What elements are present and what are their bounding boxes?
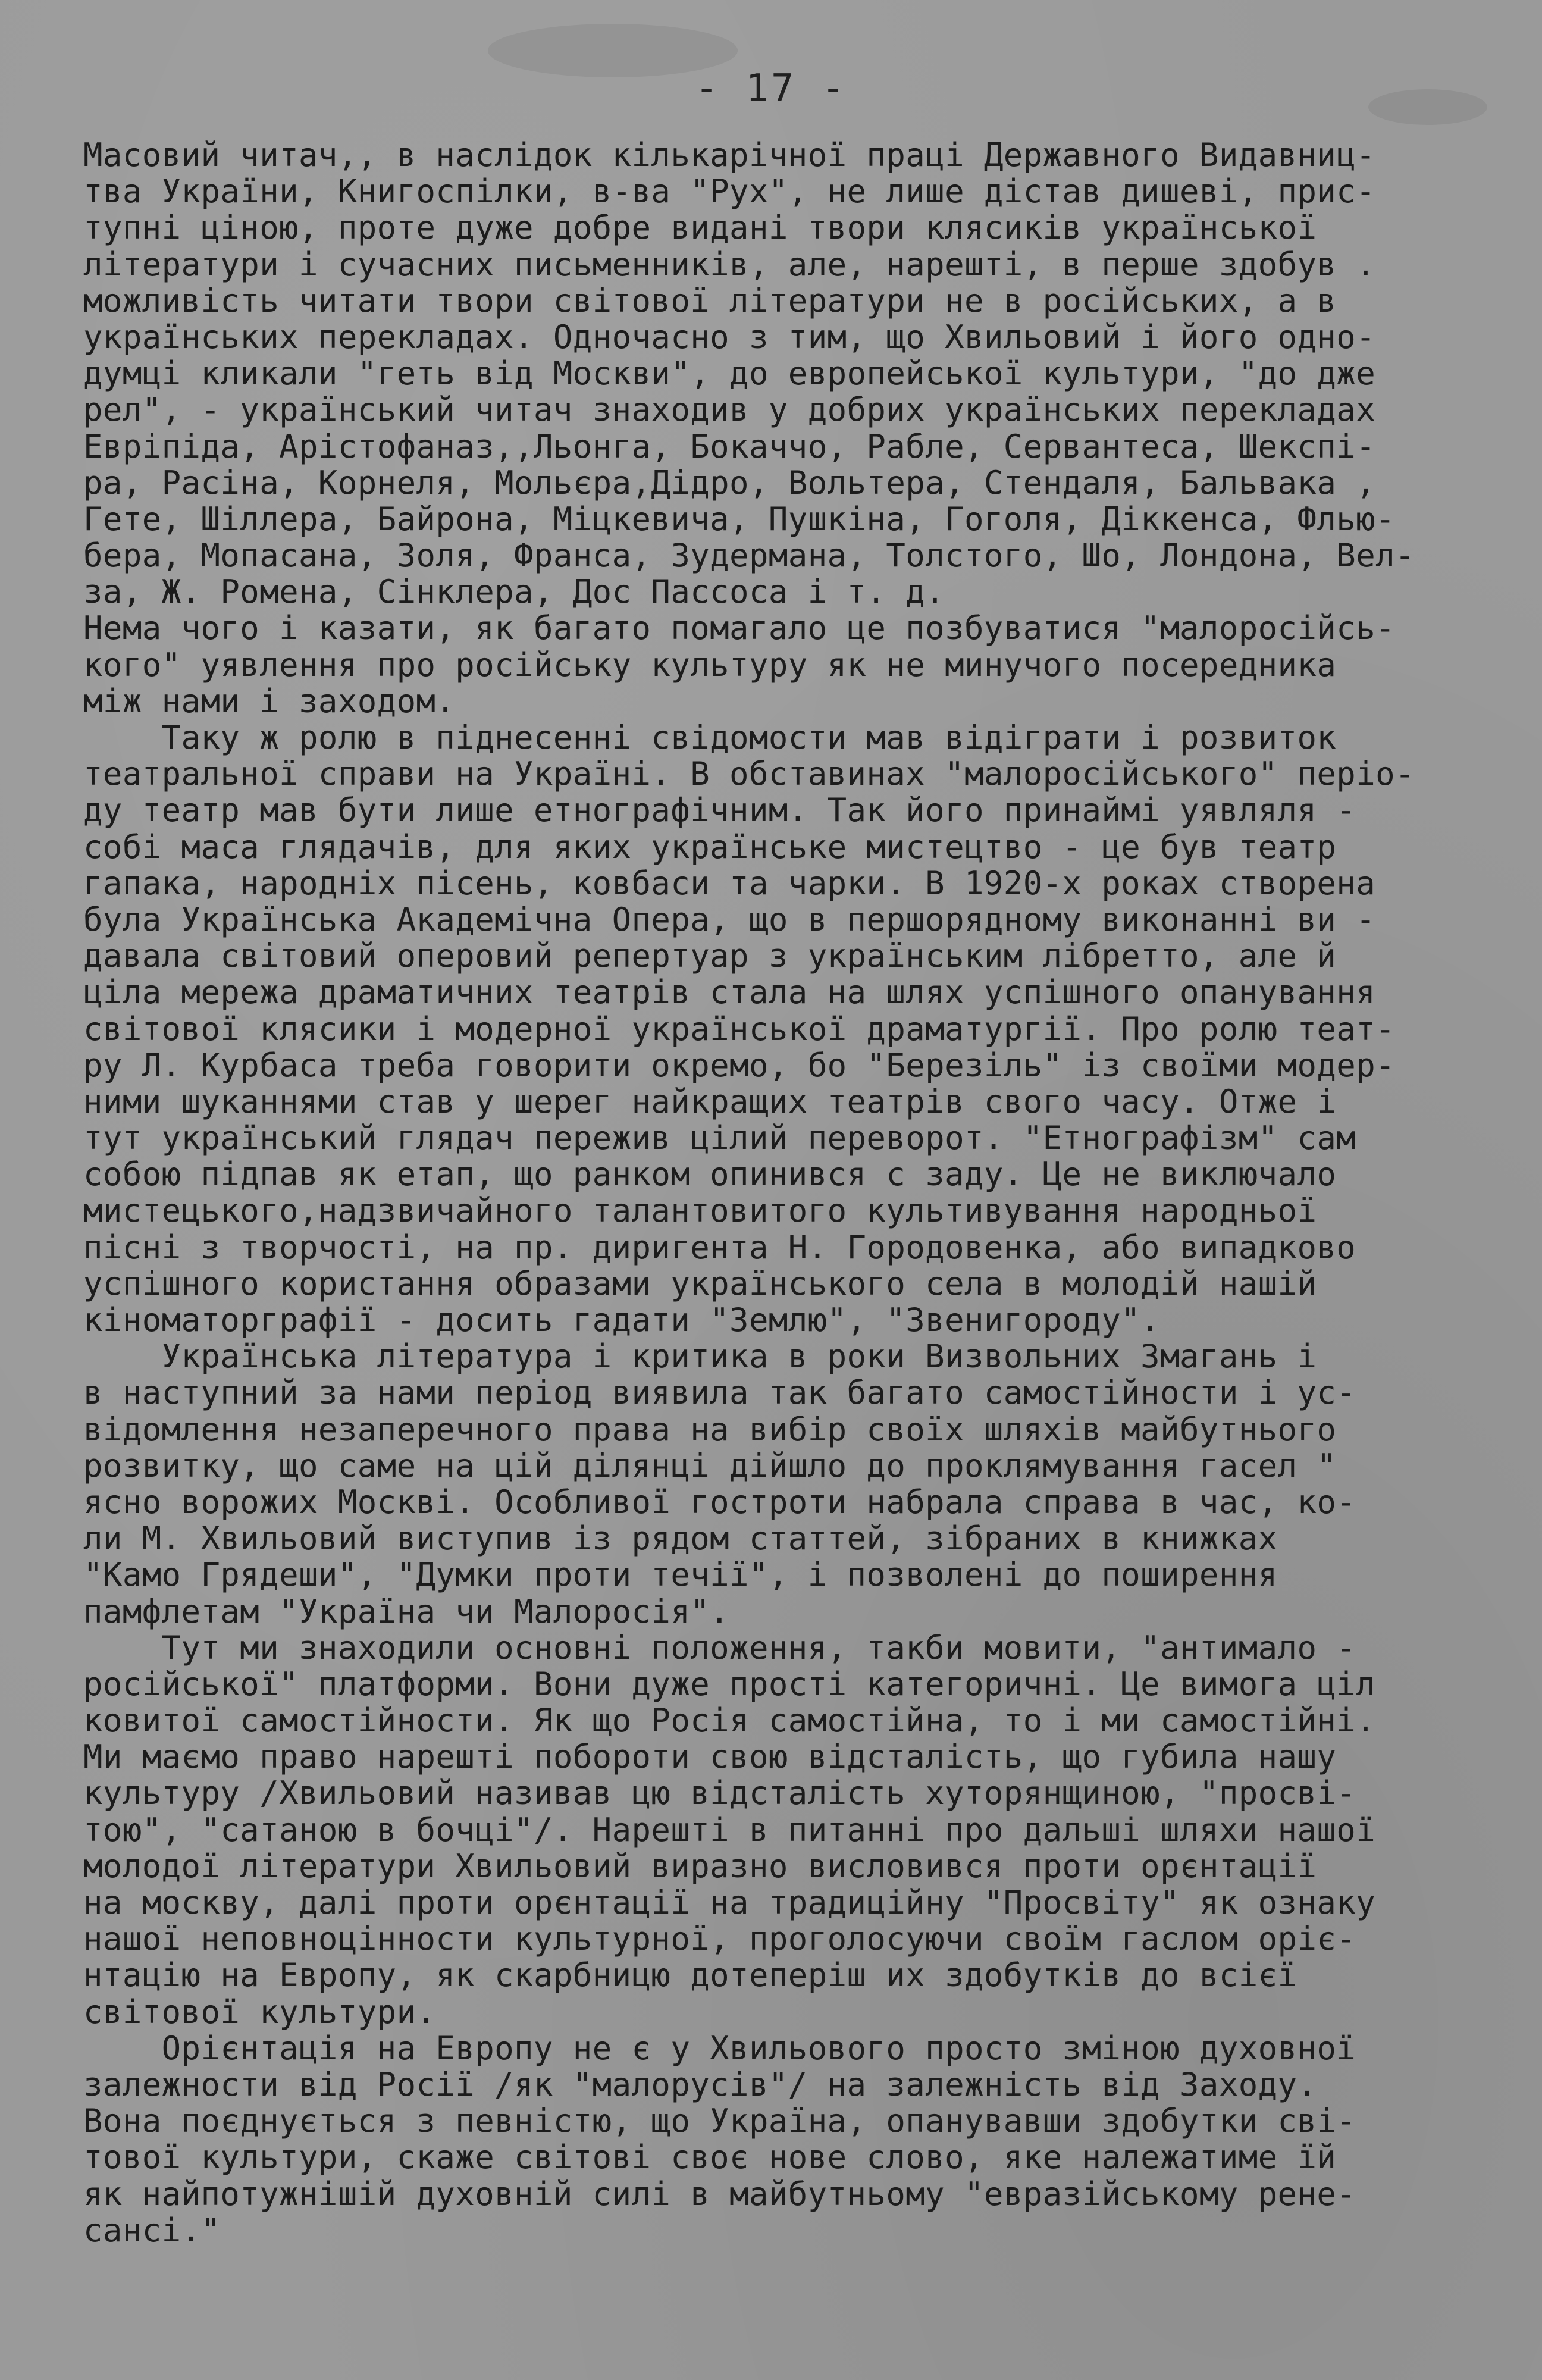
text-line: Орієнтація на Европу не є у Хвильового просто зміною духовної xyxy=(83,2029,1356,2067)
text-line: нтацію на Европу, як скарбницю дотеперіш их здобутків до всієї xyxy=(83,1956,1297,1994)
text-line: гапака, народніх пісень, ковбаси та чарки. В 1920-х роках створена xyxy=(83,864,1376,902)
text-line: молодої літератури Хвильовий виразно висловився проти орєнтації xyxy=(83,1847,1317,1885)
text-line: на москву, далі проти орєнтації на традиційну "Просвіту" як ознаку xyxy=(83,1884,1376,1921)
text-line: ду театр мав бути лише етнографічним. Так його принаймі уявляля - xyxy=(83,791,1356,829)
text-line: собою підпав як етап, що ранком опинився с заду. Це не виключало xyxy=(83,1155,1337,1194)
text-line: успішного користання образами українського села в молодій нашій xyxy=(83,1264,1317,1302)
text-line: ковитої самостійности. Як що Росія самостійна, то і ми самостійні. xyxy=(83,1702,1376,1740)
text-line: тупні ціною, проте дуже добре видані твори клясиків української xyxy=(83,209,1317,247)
text-line: ру Л. Курбаса треба говорити окремо, бо "Березіль" із своїми модер- xyxy=(83,1046,1396,1084)
text-line: залежности від Росії /як "малорусів"/ на залежність від Заходу. xyxy=(83,2065,1317,2103)
text-line: ними шуканнями став у шерег найкращих театрів свого часу. Отже і xyxy=(83,1082,1337,1120)
page-number: - 17 - xyxy=(695,67,847,111)
text-line: нашої неповноцінности культурної, проголосуючи своїм гаслом оріє- xyxy=(83,1920,1356,1958)
body-text xyxy=(83,137,1511,2249)
text-line: бера, Мопасана, Золя, Франса, Зудермана, Толстого, Шо, Лондона, Вел- xyxy=(83,537,1415,575)
text-line: ра, Расіна, Корнеля, Мольєра,Дідро, Вольтера, Стендаля, Бальвака , xyxy=(83,464,1376,502)
text-line: в наступний за нами період виявила так багато самостійности і ус- xyxy=(83,1374,1356,1412)
text-line: мистецького,надзвичайного талантовитого культивування народньої xyxy=(83,1192,1317,1230)
text-line: українських перекладах. Одночасно з тим, що Хвильовий і його одно- xyxy=(83,318,1376,356)
text-line: Нема чого і казати, як багато помагало це позбуватися "малоросійсь- xyxy=(83,609,1396,647)
text-line: думці кликали "геть від Москви", до европейської культури, "до дже xyxy=(83,355,1376,393)
text-line: сансі." xyxy=(83,2211,221,2249)
text-line: російської" платформи. Вони дуже прості категоричні. Це вимога ціл xyxy=(83,1665,1376,1703)
text-line: Вона поєднується з певністю, що Україна, опанувавши здобутки сві- xyxy=(83,2102,1356,2140)
text-line: Таку ж ролю в піднесенні свідомости мав відіграти і розвиток xyxy=(83,719,1337,756)
text-line: можливість читати твори світової літератури не в російських, а в xyxy=(83,281,1337,320)
text-line: була Українська Академічна Опера, що в першорядному виконанні ви - xyxy=(83,900,1376,938)
text-line: Гете, Шіллера, Байрона, Міцкевича, Пушкіна, Гоголя, Діккенса, Флью- xyxy=(83,500,1396,538)
text-line: ціла мережа драматичних театрів стала на шлях успішного опанування xyxy=(83,973,1376,1012)
text-line: давала світовий оперовий репертуар з українським лібретто, але й xyxy=(83,937,1337,975)
text-line: кого" уявлення про російську культуру як не минучого посередника xyxy=(83,646,1337,684)
text-line: тової культури, скаже світові своє нове слово, яке належатиме їй xyxy=(83,2138,1337,2177)
text-line: Евріпіда, Арістофаназ,,Льонга, Бокаччо, Рабле, Сервантеса, Шекспі- xyxy=(83,427,1376,465)
text-line: памфлетам "Україна чи Малоросія". xyxy=(83,1592,730,1630)
text-line: світової клясики і модерної української драматургії. Про ролю теат- xyxy=(83,1010,1396,1048)
text-line: літератури і сучасних письменників, але, нарешті, в перше здобув . xyxy=(83,245,1376,283)
text-line: кіноматорграфії - досить гадати "Землю", "Звенигороду". xyxy=(83,1301,1161,1339)
text-line: тою", "сатаною в бочці"/. Нарешті в питанні про дальші шляхи нашої xyxy=(83,1811,1376,1849)
text-line: культуру /Хвильовий називав цю відсталість хуторянщиною, "просві- xyxy=(83,1774,1356,1812)
text-line: ли М. Хвильовий виступив із рядом статтей, зібраних в книжках xyxy=(83,1520,1278,1558)
text-line: театральної справи на Україні. В обставинах "малоросійського" періо- xyxy=(83,755,1415,793)
text-line: ясно ворожих Москві. Особливої гостроти набрала справа в час, ко- xyxy=(83,1483,1356,1521)
text-line: тва України, Книгоспілки, в-ва "Рух", не лише дістав дишеві, прис- xyxy=(83,173,1376,211)
text-line: Ми маємо право нарешті побороти свою відсталість, що губила нашу xyxy=(83,1738,1337,1776)
text-line: пісні з творчості, на пр. диригента Н. Городовенка, або випадково xyxy=(83,1228,1356,1266)
text-line: тут український глядач пережив цілий переворот. "Етнографізм" сам xyxy=(83,1119,1356,1157)
text-line: Тут ми знаходили основні положення, такби мовити, "антимало - xyxy=(83,1629,1356,1667)
text-line: Українська література і критика в роки Визвольних Змагань і xyxy=(83,1338,1317,1376)
text-line: світової культури. xyxy=(83,1993,436,2031)
text-line: розвитку, що саме на цій ділянці дійшло до проклямування гасел " xyxy=(83,1446,1337,1485)
text-line: як найпотужнішій духовній силі в майбутньому "евразійському ренe- xyxy=(83,2175,1356,2213)
text-line: за, Ж. Ромена, Сінклера, Дос Пассоса і т. д. xyxy=(83,573,945,611)
text-line: рел", - український читач знаходив у добрих українських перекладах xyxy=(83,391,1376,429)
text-line: Масовий читач,, в наслідок кількарічної праці Державного Видавниц- xyxy=(83,136,1376,174)
text-line: "Камо Грядеши", "Думки проти течії", і позволені до поширення xyxy=(83,1556,1278,1594)
text-line: собі маса глядачів, для яких українське мистецтво - це був театр xyxy=(83,828,1337,866)
text-line: між нами і заходом. xyxy=(83,682,456,720)
text-line: відомлення незаперечного права на вибір своїх шляхів майбутнього xyxy=(83,1410,1337,1448)
